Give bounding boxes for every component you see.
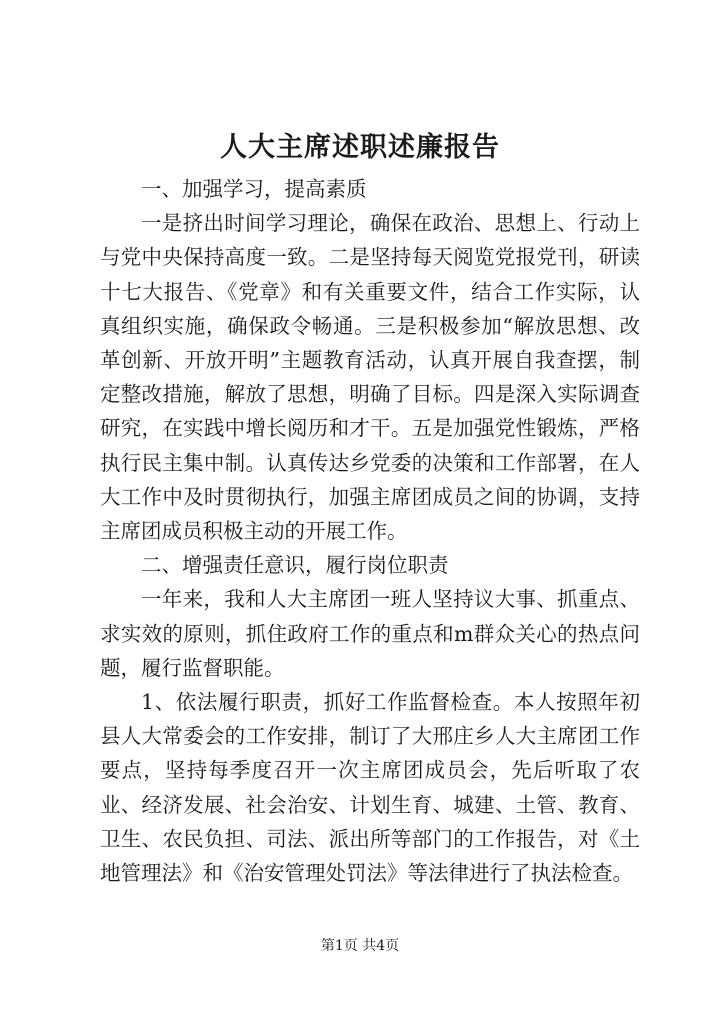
paragraph-2: 一年来，我和人大主席团一班人坚持议大事、抓重点、求实效的原则，抓住政府工作的重点和m群众关心的热点问题，履行监督职能。 — [100, 587, 640, 680]
section-heading-2: 二、增强责任意识，履行岗位职责 — [141, 553, 449, 578]
document-title: 人大主席述职述廉报告 — [220, 132, 500, 163]
section-heading-1: 一、加强学习，提高素质 — [141, 177, 367, 201]
paragraph-1: 一是挤出时间学习理论，确保在政治、思想上、行动上与党中央保持高度一致。二是坚持每天阅览党报党刊，研读十七大报告、《党章》和有关重要文件，结合工作实际，认真组织实施，确保政令畅通。三是积极参加“解放思想、改革创新、开放开明”主题教育活动，认真开展自我查摆，制定整改措施，解放了思想，明确了目标。四是深入实际调查研究，在实践中增长阅历和才干。五是加强党性锻炼，严格执行民主集中制。认真传达乡党委的决策和工作部署，在人大工作中及时贯彻执行，加强主席团成员之间的协调，支持主席团成员积极主动的开展工作。 — [100, 211, 640, 544]
document-body — [100, 172, 640, 890]
paragraph-3: 1、依法履行职责，抓好工作监督检查。本人按照年初县人大常委会的工作安排，制订了大邢庄乡人大主席团工作要点，坚持每季度召开一次主席团成员会，先后听取了农业、经济发展、社会治安、计划生育、城建、土管、教育、卫生、农民负担、司法、派出所等部门的工作报告，对《土地管理法》和《治安管理处罚法》等法律进行了执法检查。 — [100, 690, 640, 886]
page-footer: 第1页 共4页 — [320, 938, 400, 954]
